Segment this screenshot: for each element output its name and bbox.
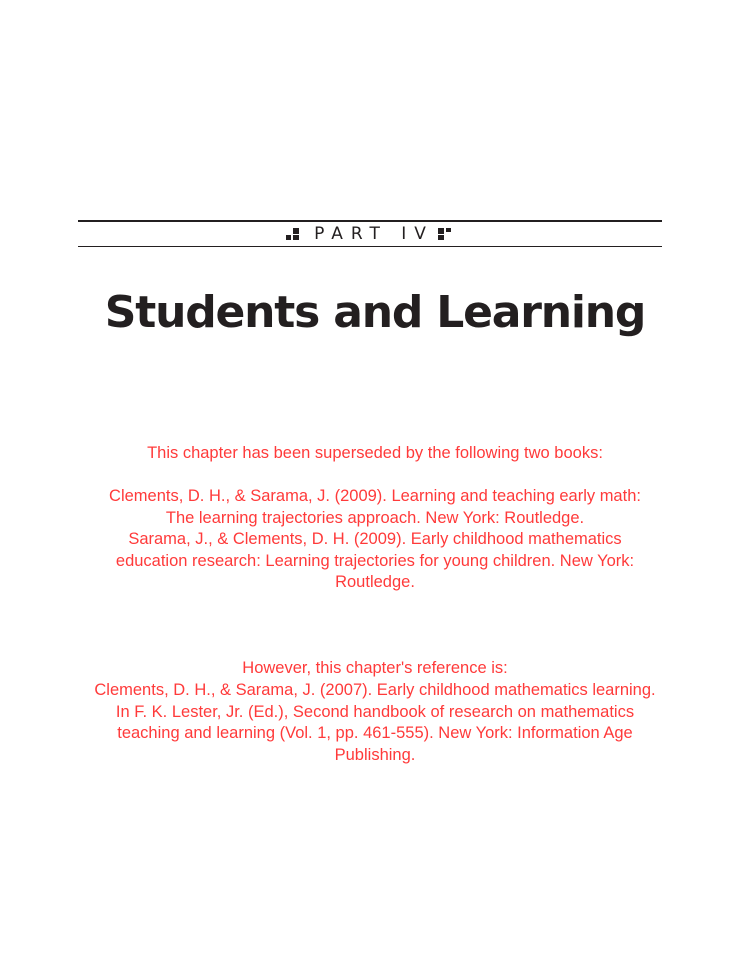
notice-intro: This chapter has been superseded by the following two books: <box>147 444 603 462</box>
reference-line: Clements, D. H., & Sarama, J. (2007). Early childhood mathematics learning. <box>94 681 656 699</box>
book-citations <box>60 486 690 594</box>
reference-intro <box>60 658 690 680</box>
citation-line: Sarama, J., & Clements, D. H. (2009). Early childhood mathematics <box>128 530 622 548</box>
header-rule-bottom <box>78 246 662 247</box>
page-title: Students and Learning <box>104 287 646 338</box>
reference-intro-text: However, this chapter's reference is: <box>242 659 508 677</box>
reference-line: In F. K. Lester, Jr. (Ed.), Second handbook of research on mathematics <box>115 702 635 721</box>
ornament-left-icon <box>286 227 302 241</box>
header-rule-top <box>78 220 662 222</box>
part-label: PART IV <box>314 224 434 244</box>
citation-line: education research: Learning trajectories for young children. New York: <box>115 551 635 570</box>
chapter-reference <box>60 680 690 766</box>
citation-line: The learning trajectories approach. New York: Routledge. <box>165 508 585 527</box>
part-header <box>78 224 662 244</box>
reference-line: teaching and learning (Vol. 1, pp. 461-555). New York: Information Age <box>117 724 633 742</box>
citation-line: Clements, D. H., & Sarama, J. (2009). Learning and teaching early math: <box>109 487 641 505</box>
reference-line: Publishing. <box>334 745 416 764</box>
ornament-right-icon <box>438 227 454 241</box>
superseded-notice <box>60 443 690 465</box>
citation-line: Routledge. <box>335 573 415 591</box>
